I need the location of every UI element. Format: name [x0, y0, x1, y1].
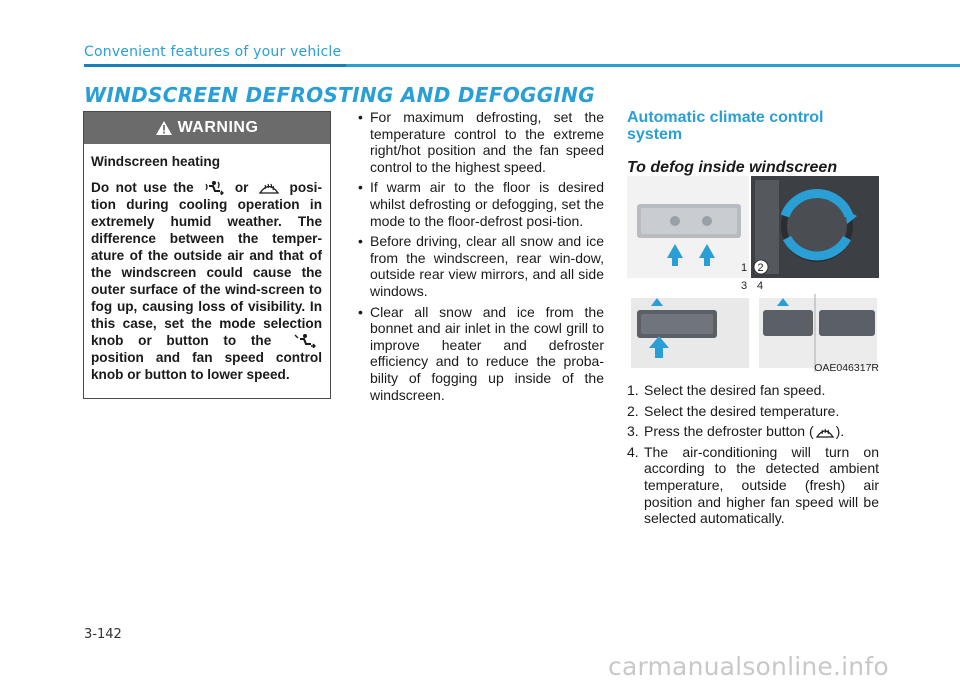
right-column — [627, 109, 879, 177]
section-header: Convenient features of your vehicle — [84, 44, 342, 60]
page-title: WINDSCREEN DEFROSTING AND DEFOGGING — [84, 83, 595, 107]
bullet-item: • If warm air to the floor is desired whilst defrosting or defogging, set the mode to the floor-defrost posi-tion. — [356, 179, 604, 229]
bullet-item: • Before driving, clear all snow and ice from the windscreen, rear win-dow, outside rear view mirrors, and all side windows. — [356, 233, 604, 299]
floor-defrost-mode-icon — [203, 180, 225, 195]
warning-heading: WARNING — [177, 119, 259, 136]
step-item: 3. Press the defroster button ( ). — [627, 423, 845, 440]
defroster-button-icon — [815, 425, 835, 439]
watermark: carmanualsonline.info — [608, 652, 889, 681]
warning-box — [83, 111, 331, 399]
warning-title: Windscreen heating — [91, 154, 221, 169]
figure-label: 3 — [741, 280, 748, 292]
figure-label: 2 — [757, 262, 764, 274]
bullet-item: • For maximum defrosting, set the temperature control to the extreme right/hot position and the fan speed control to the highest speed. — [356, 109, 604, 175]
warning-header — [84, 112, 330, 144]
page-number: 3-142 — [84, 627, 122, 642]
figure-label: 4 — [757, 280, 764, 292]
warning-body — [84, 144, 330, 383]
step-item: 2. Select the desired temperature. — [627, 402, 840, 419]
defrost-icon — [258, 180, 280, 195]
floor-defrost-position-icon — [289, 333, 319, 348]
section-subtitle: Automatic climate control system — [627, 109, 824, 143]
step-item: 1. Select the desired fan speed. — [627, 382, 826, 398]
middle-column — [356, 109, 604, 407]
figure-caption: OAE046317R — [814, 362, 879, 374]
bullet-item: • Clear all snow and ice from the bonnet and air inlet in the cowl grill to improve heater and defroster efficiency and to reduce the proba-bility of fogging up inside of the windscreen. — [356, 304, 604, 404]
procedure-title: To defog inside windscreen — [627, 159, 838, 176]
warning-triangle-icon — [156, 121, 172, 135]
figure-label: 1 — [741, 262, 748, 274]
step-item: 4. The air-conditioning will turn on according to the detected ambient temperature, outside (fresh) air position and higher fan speed will be selected automatically. — [627, 443, 879, 527]
header-rule-accent — [84, 64, 346, 67]
warning-text: Do not use the or posi-tion during cooling operation in extremely humid weather. The difference between the temper-ature of the outside air and that of the windscreen could cause the outer surface of the wind-screen to fog up, causing loss of visibility. In this case, set the mode selection knob or button to the position and fan speed control knob or button to lower speed. — [91, 180, 322, 382]
steps-list — [627, 382, 879, 531]
climate-control-figure — [627, 176, 879, 374]
